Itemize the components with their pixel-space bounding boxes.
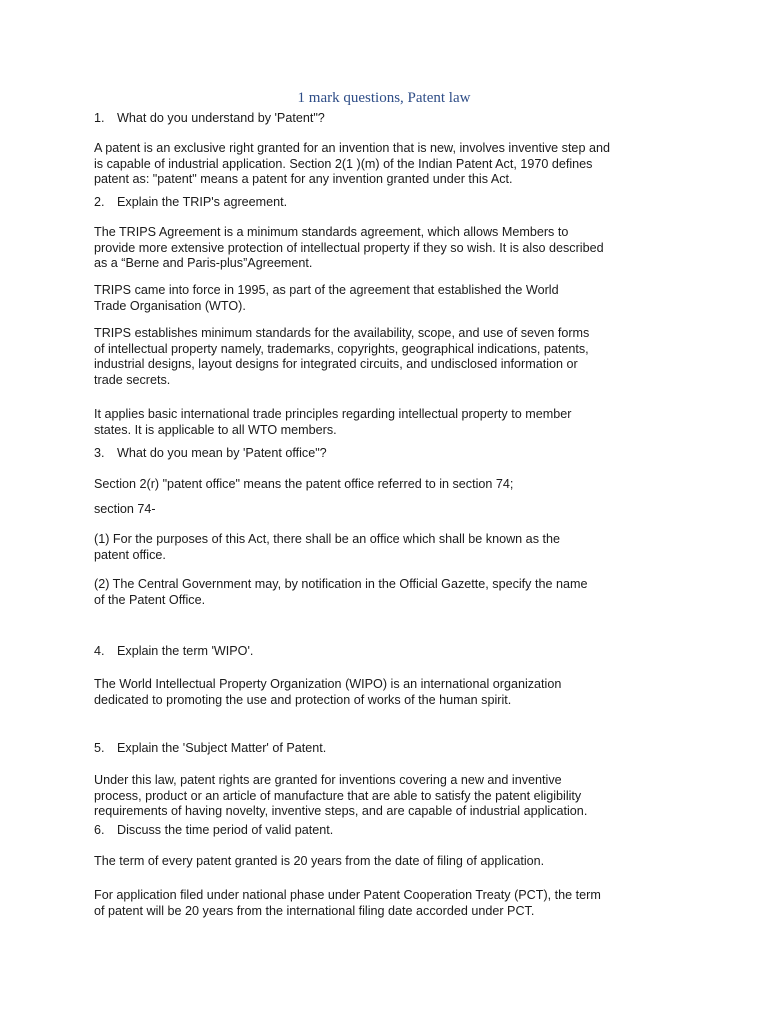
answer-6-paragraph-2 [94,888,694,919]
answer-1 [94,141,694,188]
question-text: What do you understand by 'Patent"? [117,111,325,125]
answer-line: The World Intellectual Property Organization (WIPO) is an international organization [94,677,562,691]
answer-4 [94,677,694,708]
answer-line: Trade Organisation (WTO). [94,298,246,313]
question-4 [94,644,694,660]
answer-3-paragraph-3 [94,532,694,563]
answer-line: states. It is applicable to all WTO members. [94,422,337,437]
answer-line: patent as: "patent" means a patent for any invention granted under this Act. [94,172,513,186]
answer-line: patent office. [94,547,166,562]
question-text: Discuss the time period of valid patent. [117,823,334,837]
answer-line: It applies basic international trade principles regarding intellectual property to member [94,407,572,421]
answer-line: requirements of having novelty, inventive steps, and are capable of industrial application. [94,804,588,818]
answer-line: as a “Berne and Paris-plus”Agreement. [94,256,313,270]
question-text: Explain the term 'WIPO'. [117,644,254,658]
answer-3-paragraph-1 [94,477,694,493]
answer-line: (2) The Central Government may, by notification in the Official Gazette, specify the name [94,577,588,591]
answer-line: of the Patent Office. [94,592,206,607]
question-number: 4. [94,644,105,658]
answer-line: (1) For the purposes of this Act, there shall be an office which shall be known as the [94,532,560,546]
answer-line: The term of every patent granted is 20 years from the date of filing of application. [94,854,545,868]
answer-line: TRIPS establishes minimum standards for the availability, scope, and use of seven forms [94,326,590,340]
answer-line: dedicated to promoting the use and protection of works of the human spirit. [94,692,512,707]
question-5 [94,741,694,757]
answer-line: A patent is an exclusive right granted for an invention that is new, involves inventive step and [94,141,610,155]
question-number: 5. [94,741,105,755]
question-number: 1. [94,111,105,125]
answer-line: industrial designs, layout designs for integrated circuits, and undisclosed information or [94,357,578,371]
answer-3-paragraph-2 [94,502,694,518]
question-text: Explain the TRIP's agreement. [117,195,288,209]
answer-2-paragraph-4 [94,407,694,438]
answer-line: trade secrets. [94,372,171,387]
answer-2-paragraph-2 [94,283,694,314]
question-text: What do you mean by 'Patent office"? [117,446,327,460]
answer-line: process, product or an article of manufacture that are able to satisfy the patent eligibility [94,788,582,803]
question-text: Explain the 'Subject Matter' of Patent. [117,741,327,755]
answer-3-paragraph-4 [94,577,694,608]
answer-line: of patent will be 20 years from the international filing date accorded under PCT. [94,903,535,918]
answer-line: The TRIPS Agreement is a minimum standards agreement, which allows Members to [94,225,569,239]
question-1 [94,111,694,127]
question-number: 6. [94,823,105,837]
question-6 [94,823,694,839]
question-3 [94,446,694,462]
answer-line: For application filed under national phase under Patent Cooperation Treaty (PCT), the term [94,888,601,902]
question-2 [94,195,694,211]
answer-line: TRIPS came into force in 1995, as part of the agreement that established the World [94,283,559,297]
answer-line: Under this law, patent rights are granted for inventions covering a new and inventive [94,773,562,787]
answer-5 [94,773,694,820]
answer-6-paragraph-1 [94,854,694,870]
question-number: 2. [94,195,105,209]
page-title: 1 mark questions, Patent law [297,90,471,106]
question-number: 3. [94,446,105,460]
answer-line: of intellectual property namely, trademarks, copyrights, geographical indications, patents, [94,341,589,356]
answer-2-paragraph-3 [94,326,694,388]
answer-line: Section 2(r) "patent office" means the patent office referred to in section 74; [94,477,514,491]
answer-line: section 74- [94,502,156,516]
answer-line: provide more extensive protection of intellectual property if they so wish. It is also described [94,240,604,255]
answer-line: is capable of industrial application. Section 2(1 )(m) of the Indian Patent Act, 1970 defines [94,156,593,171]
answer-2-paragraph-1 [94,225,694,272]
